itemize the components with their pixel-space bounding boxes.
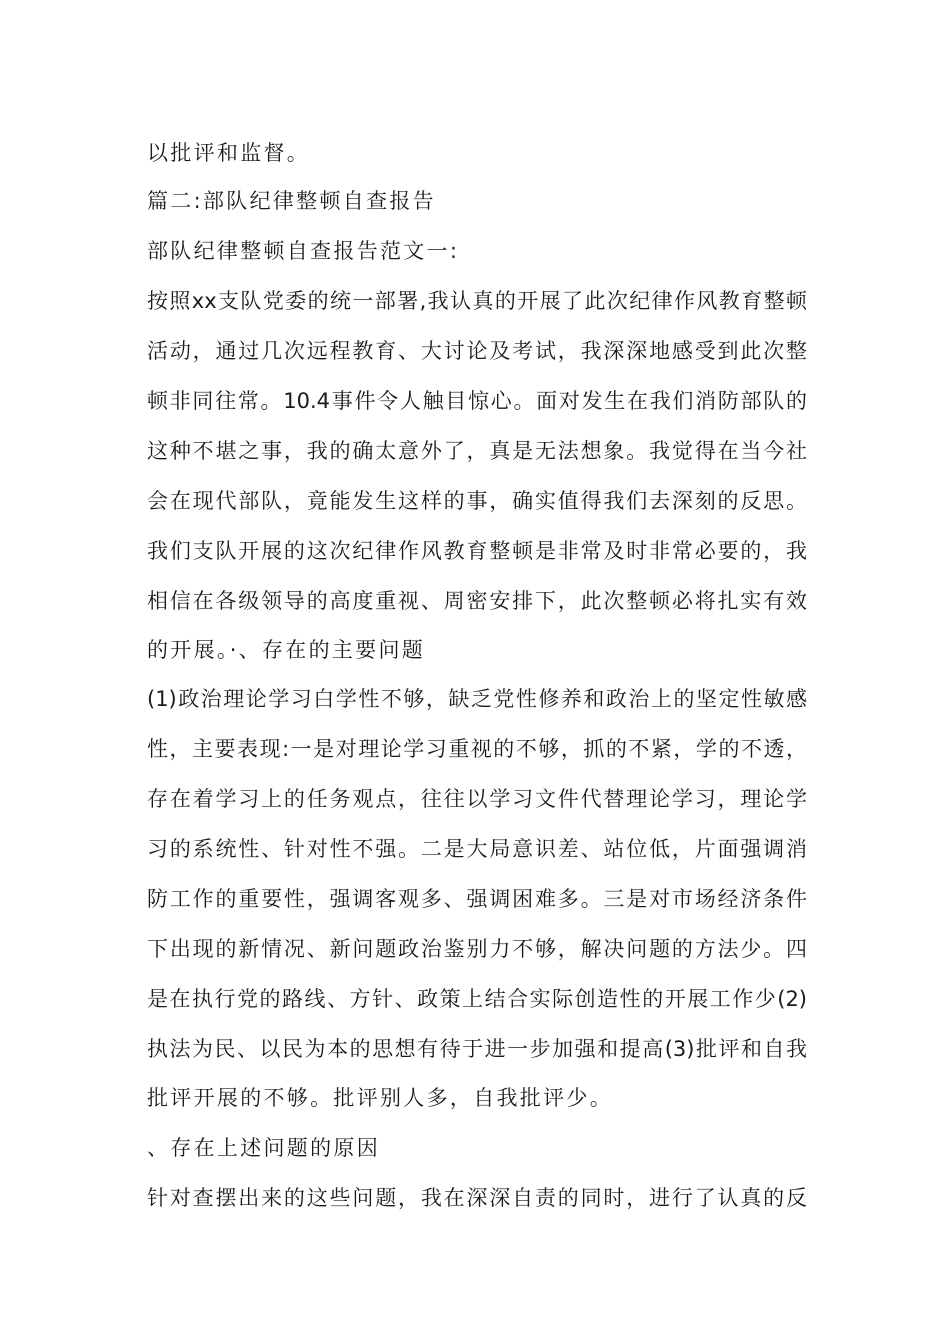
section-heading: 篇二:部队纪律整顿自查报告	[147, 189, 436, 213]
text-line: 活动，通过几次远程教育、大讨论及考试，我深深地感受到此次整	[147, 339, 807, 363]
text-line: 防工作的重要性，强调客观多、强调困难多。三是对市场经济条件	[147, 887, 807, 911]
text-line: 性，主要表现:一是对理论学习重视的不够，抓的不紧，学的不透，	[147, 737, 807, 761]
text-line: 以批评和监督。	[147, 141, 311, 165]
text-line: 会在现代部队，竟能发生这样的事，确实值得我们去深刻的反思。	[147, 489, 807, 513]
text-line: 我们支队开展的这次纪律作风教育整顿是非常及时非常必要的，我	[147, 539, 807, 563]
text-line: 相信在各级领导的高度重视、周密安排下，此次整顿必将扎实有效	[147, 589, 807, 613]
text-line: 下出现的新情况、新问题政治鉴别力不够，解决问题的方法少。四	[147, 937, 807, 961]
text-line: 存在着学习上的任务观点，往往以学习文件代替理论学习，理论学	[147, 787, 807, 811]
text-line: 是在执行党的路线、方针、政策上结合实际创造性的开展工作少(2)	[147, 987, 807, 1011]
text-line: 顿非同往常。10.4事件令人触目惊心。面对发生在我们消防部队的	[147, 389, 807, 413]
text-line: 批评开展的不够。批评别人多，自我批评少。	[147, 1086, 613, 1110]
text-line: 执法为民、以民为本的思想有待于进一步加强和提高(3)批评和自我	[147, 1037, 807, 1061]
text-line: 习的系统性、针对性不强。二是大局意识差、站位低，片面强调消	[147, 837, 807, 861]
text-line: (1)政治理论学习白学性不够，缺乏党性修养和政治上的坚定性敏感	[147, 687, 807, 711]
subsection-heading: 部队纪律整顿自查报告范文一:	[147, 239, 460, 263]
text-line: 这种不堪之事，我的确太意外了，真是无法想象。我觉得在当今社	[147, 439, 807, 463]
text-line: 、存在上述问题的原因	[147, 1136, 380, 1160]
text-line: 按照xx支队党委的统一部署,我认真的开展了此次纪律作风教育整顿	[147, 289, 807, 313]
text-line: 针对查摆出来的这些问题，我在深深自责的同时，进行了认真的反	[147, 1186, 807, 1210]
text-line: 的开展。·、存在的主要问题	[147, 638, 426, 662]
